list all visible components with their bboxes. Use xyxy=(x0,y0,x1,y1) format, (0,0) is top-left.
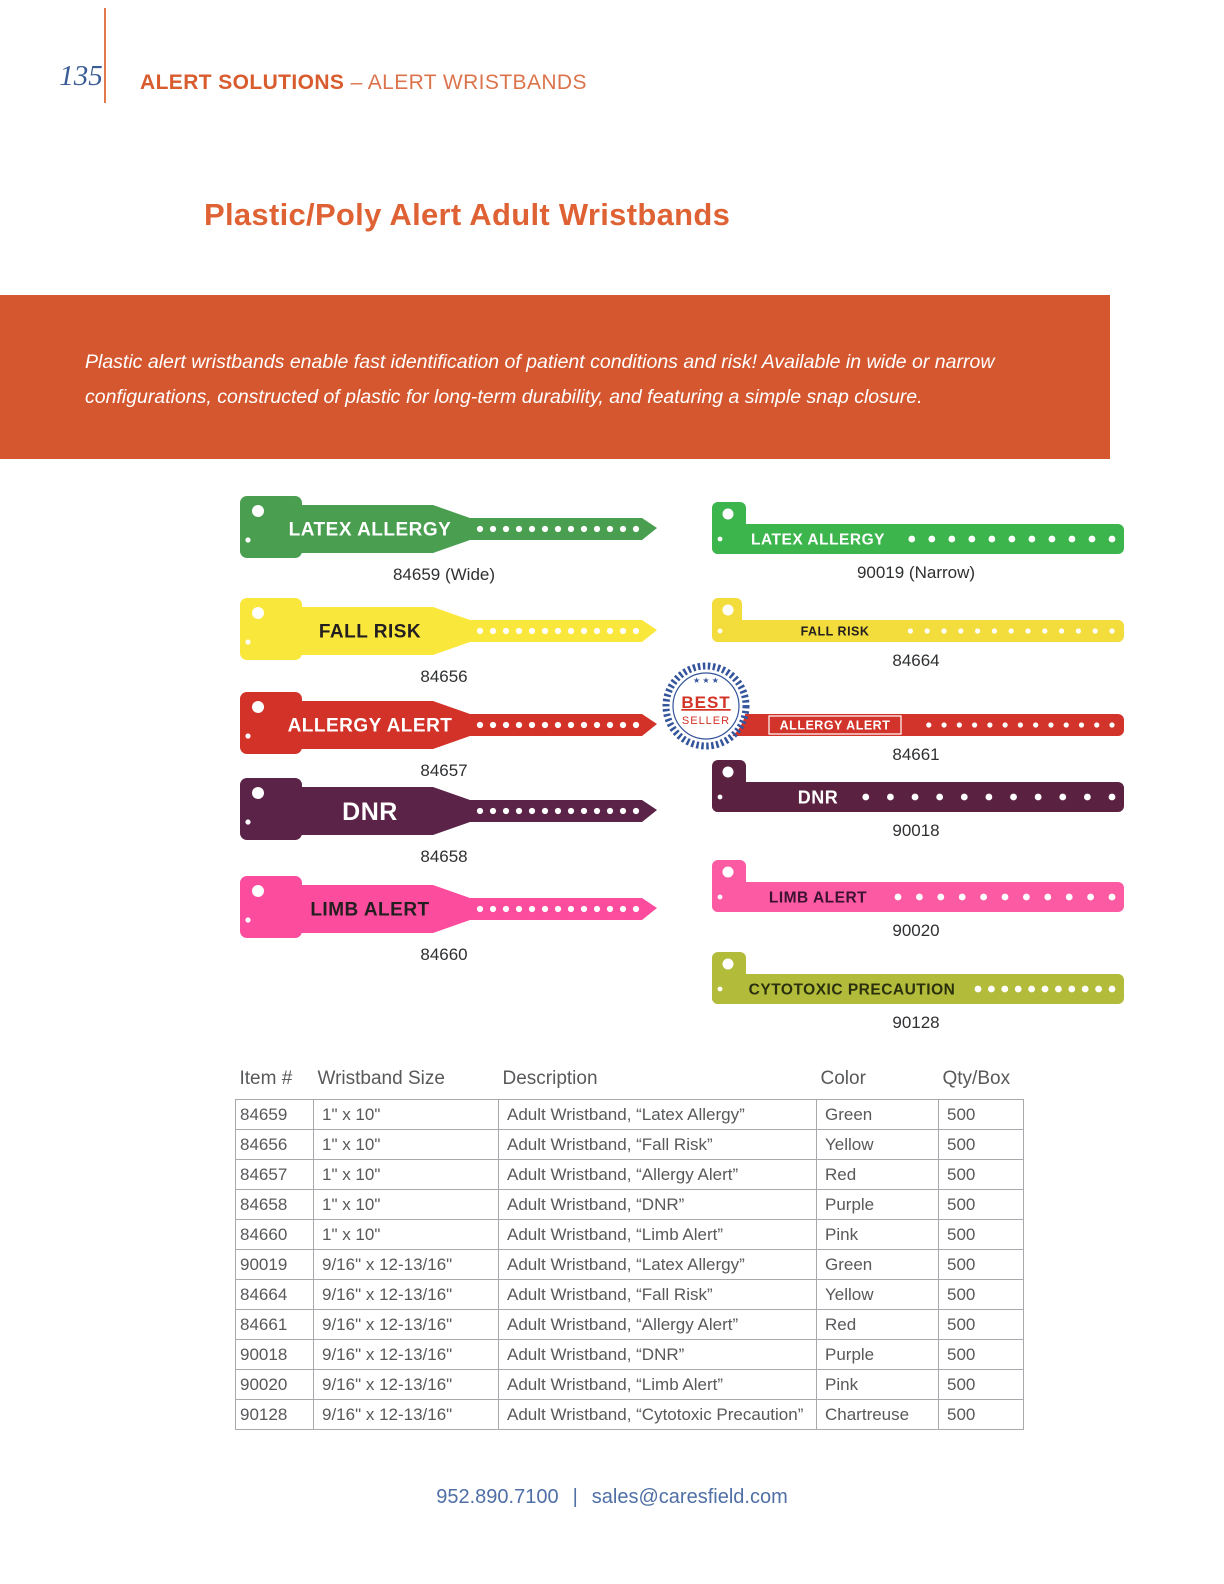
table-header-cell: Item # xyxy=(239,1068,293,1089)
wristband-label: LIMB ALERT xyxy=(310,899,430,921)
table-cell: 84661 xyxy=(236,1310,314,1340)
table-row xyxy=(236,1340,1024,1370)
wristband-caption: 90019 (Narrow) xyxy=(856,563,976,582)
wristband-graphic xyxy=(700,500,1130,558)
table-cell: Pink xyxy=(817,1370,939,1400)
wristband-caption: 90128 xyxy=(892,1013,940,1032)
wristband-caption: 84660 xyxy=(420,945,468,964)
table-cell: 1" x 10" xyxy=(314,1130,499,1160)
wristband-graphic xyxy=(228,776,658,842)
table-cell: 90018 xyxy=(236,1340,314,1370)
snap-hole xyxy=(252,607,264,619)
table-cell: Adult Wristband, “Limb Alert” xyxy=(499,1220,817,1250)
table-cell: 9/16" x 12-13/16" xyxy=(314,1280,499,1310)
table-cell: 84657 xyxy=(236,1160,314,1190)
wristband-caption: 90020 xyxy=(892,921,940,940)
table-row xyxy=(236,1310,1024,1340)
wristband-caption: 90018 xyxy=(892,821,940,840)
table-cell: Chartreuse xyxy=(817,1400,939,1430)
badge-text-seller: SELLER xyxy=(681,715,731,727)
wristband-label: ALLERGY ALERT xyxy=(287,715,453,737)
table-cell: 1" x 10" xyxy=(314,1100,499,1130)
wristband-label: DNR xyxy=(797,787,839,808)
table-cell: Red xyxy=(817,1160,939,1190)
table-cell: 84656 xyxy=(236,1130,314,1160)
wristband-item-90018 xyxy=(700,758,1132,841)
table-cell: Purple xyxy=(817,1340,939,1370)
best-seller-badge xyxy=(660,660,752,752)
wristband-graphic xyxy=(228,494,658,560)
wristband-item-90019 xyxy=(700,500,1132,583)
header-section-label: ALERT SOLUTIONS xyxy=(140,71,345,94)
table-cell: 500 xyxy=(939,1340,1024,1370)
snap-hole xyxy=(723,767,734,778)
table-cell: Adult Wristband, “DNR” xyxy=(499,1190,817,1220)
table-cell: 90020 xyxy=(236,1370,314,1400)
snap-hole xyxy=(723,509,734,520)
snap-hole xyxy=(723,867,734,878)
table-cell: 500 xyxy=(939,1100,1024,1130)
wristband-caption: 84659 (Wide) xyxy=(392,565,496,584)
badge-text-best: BEST xyxy=(681,693,731,712)
table-cell: 9/16" x 12-13/16" xyxy=(314,1250,499,1280)
table-header-cell: Qty/Box xyxy=(942,1068,1011,1089)
wristband-caption: 84657 xyxy=(420,761,468,780)
table-cell: 9/16" x 12-13/16" xyxy=(314,1400,499,1430)
wristband-label: LATEX ALLERGY xyxy=(751,531,885,549)
wristband-graphic xyxy=(228,690,658,756)
table-cell: 9/16" x 12-13/16" xyxy=(314,1370,499,1400)
table-row xyxy=(236,1400,1024,1430)
table-row xyxy=(236,1220,1024,1250)
wristband-label: FALL RISK xyxy=(800,624,870,639)
table-cell: 1" x 10" xyxy=(314,1190,499,1220)
wristband-label: LATEX ALLERGY xyxy=(288,519,452,541)
table-cell: 90128 xyxy=(236,1400,314,1430)
table-cell: Adult Wristband, “DNR” xyxy=(499,1340,817,1370)
snap-hole xyxy=(252,505,264,517)
table-cell: Adult Wristband, “Fall Risk” xyxy=(499,1130,817,1160)
table-cell: 500 xyxy=(939,1400,1024,1430)
wristband-item-84659 xyxy=(228,494,660,585)
table-cell: Adult Wristband, “Latex Allergy” xyxy=(499,1250,817,1280)
table-header-cell: Description xyxy=(502,1068,598,1089)
wristband-label: FALL RISK xyxy=(318,621,422,643)
header-subsection-label: – ALERT WRISTBANDS xyxy=(344,71,587,94)
wristband-caption: 84656 xyxy=(420,667,468,686)
intro-banner xyxy=(0,295,1110,459)
table-cell: Yellow xyxy=(817,1280,939,1310)
page-title: Plastic/Poly Alert Adult Wristbands xyxy=(204,197,731,232)
table-cell: 9/16" x 12-13/16" xyxy=(314,1340,499,1370)
wristband-item-84664 xyxy=(700,596,1132,671)
table-cell: Purple xyxy=(817,1190,939,1220)
snap-hole xyxy=(252,701,264,713)
wristband-item-84657 xyxy=(228,690,660,781)
wristband-item-84661 xyxy=(681,676,1132,765)
page-footer xyxy=(0,1486,1224,1509)
table-cell: 500 xyxy=(939,1220,1024,1250)
table-row xyxy=(236,1190,1024,1220)
table-cell: 84660 xyxy=(236,1220,314,1250)
table-row xyxy=(236,1130,1024,1160)
snap-hole xyxy=(723,959,734,970)
table-cell: Adult Wristband, “Limb Alert” xyxy=(499,1370,817,1400)
wristband-graphic xyxy=(228,874,658,940)
table-cell: Green xyxy=(817,1100,939,1130)
phone-number[interactable]: 952.890.7100 xyxy=(436,1486,559,1508)
table-cell: Green xyxy=(817,1250,939,1280)
table-row xyxy=(236,1250,1024,1280)
wristband-graphic xyxy=(700,690,1130,740)
table-header-cell: Wristband Size xyxy=(317,1068,445,1089)
table-cell: 90019 xyxy=(236,1250,314,1280)
wristband-caption: 84658 xyxy=(420,847,468,866)
table-row xyxy=(236,1100,1024,1130)
badge-stars: ★ ★ ★ xyxy=(693,676,719,685)
intro-text: Plastic alert wristbands enable fast identification of patient conditions and risk! Available in wide or narrow configurations, constructed of plastic for long-term durability, and featuring a simple snap closure. xyxy=(85,351,995,409)
wristband-item-90020 xyxy=(700,858,1132,941)
table-cell: Yellow xyxy=(817,1130,939,1160)
wristband-graphic xyxy=(228,596,658,662)
header-divider xyxy=(104,8,106,103)
table-row xyxy=(236,1370,1024,1400)
table-cell: 500 xyxy=(939,1130,1024,1160)
wristband-label: ALLERGY ALERT xyxy=(779,718,891,733)
wristband-item-84660 xyxy=(228,874,660,965)
table-row xyxy=(236,1280,1024,1310)
wristband-item-84656 xyxy=(228,596,660,687)
table-row xyxy=(236,1160,1024,1190)
table-cell: 1" x 10" xyxy=(314,1220,499,1250)
table-cell: 500 xyxy=(939,1370,1024,1400)
snap-hole xyxy=(252,787,264,799)
footer-separator: | xyxy=(572,1486,578,1508)
table-cell: Adult Wristband, “Allergy Alert” xyxy=(499,1310,817,1340)
table-cell: 500 xyxy=(939,1280,1024,1310)
table-cell: Adult Wristband, “Allergy Alert” xyxy=(499,1160,817,1190)
table-cell: 9/16" x 12-13/16" xyxy=(314,1310,499,1340)
table-cell: Adult Wristband, “Latex Allergy” xyxy=(499,1100,817,1130)
wristband-item-90128 xyxy=(700,950,1132,1033)
page-header xyxy=(140,71,587,95)
table-cell: 84659 xyxy=(236,1100,314,1130)
table-cell: Red xyxy=(817,1310,939,1340)
table-cell: Adult Wristband, “Fall Risk” xyxy=(499,1280,817,1310)
wristband-label: DNR xyxy=(342,797,398,826)
table-cell: 84658 xyxy=(236,1190,314,1220)
table-cell: 500 xyxy=(939,1310,1024,1340)
wristband-caption: 84664 xyxy=(892,651,940,670)
wristband-graphic xyxy=(700,758,1130,816)
wristband-graphic xyxy=(700,596,1130,646)
table-cell: 500 xyxy=(939,1190,1024,1220)
product-table xyxy=(235,1066,1024,1430)
table-cell: 500 xyxy=(939,1250,1024,1280)
wristband-label: CYTOTOXIC PRECAUTION xyxy=(748,981,956,999)
email-link[interactable]: sales@caresfield.com xyxy=(591,1486,788,1508)
snap-hole xyxy=(252,885,264,897)
wristband-graphic xyxy=(700,950,1130,1008)
page-number: 135 xyxy=(59,60,103,92)
wristband-graphic xyxy=(700,858,1130,916)
table-cell: 84664 xyxy=(236,1280,314,1310)
table-header-cell: Color xyxy=(820,1068,866,1089)
wristband-caption: 84661 xyxy=(892,745,940,764)
table-cell: 1" x 10" xyxy=(314,1160,499,1190)
wristband-label: LIMB ALERT xyxy=(768,889,868,907)
table-cell: 500 xyxy=(939,1160,1024,1190)
snap-hole xyxy=(723,605,734,616)
table-cell: Adult Wristband, “Cytotoxic Precaution” xyxy=(499,1400,817,1430)
table-header-row xyxy=(236,1066,1024,1100)
wristband-item-84658 xyxy=(228,776,660,867)
table-cell: Pink xyxy=(817,1220,939,1250)
